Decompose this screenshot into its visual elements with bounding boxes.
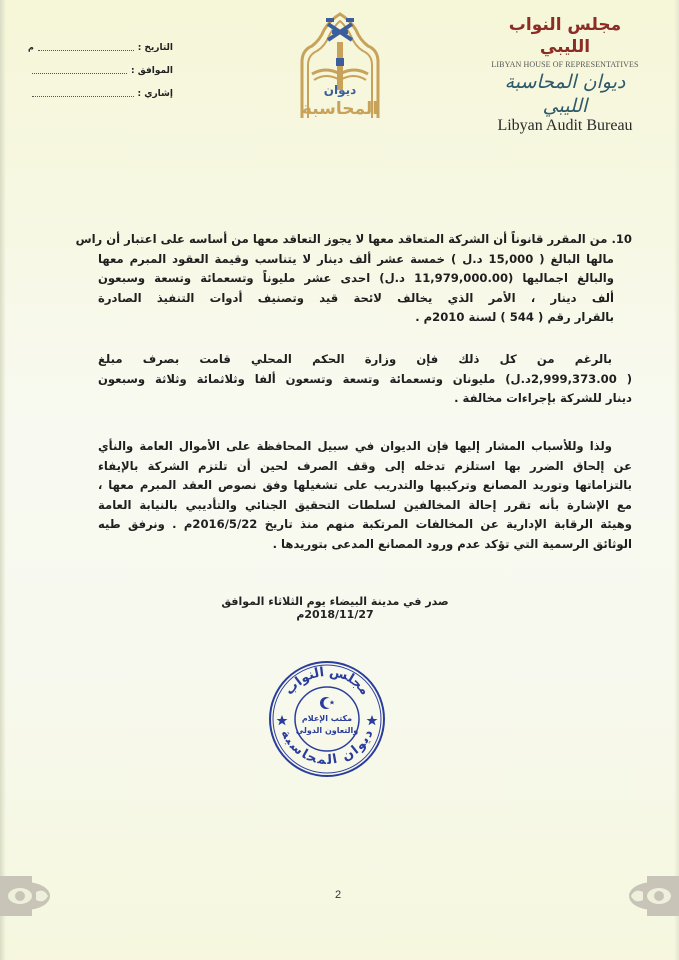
- bureau-name-english: Libyan Audit Bureau: [497, 117, 633, 134]
- paragraph1-line: مالها البالغ ( 15,000 د.ل ) خمسة عشر ألف دينار لا يتناسب وقيمة العقود المبرم معها: [98, 251, 614, 266]
- paragraph-item-10: [75, 230, 632, 328]
- issued-date-line: صدر في مدينة البيضاء يوم الثلاثاء الموافق 2018/11/27م: [221, 595, 449, 621]
- paragraph-expenditure: [98, 350, 632, 409]
- paragraph1-line: 10. من المقرر قانوناً أن الشركة المتعاقد معها لا يجوز التعاقد معها من أساسه على اعتبار أن راس: [75, 232, 632, 246]
- ornament-left-icon: [0, 870, 60, 920]
- page-edge-shadow-right: [674, 0, 679, 960]
- bureau-name-arabic: ديوان المحاسبة الليبي: [504, 71, 626, 117]
- paragraph3-line: عن إلحاق الضرر بها استلزم تدخله إلى وقف الصرف لحين أن تلتزم الشركة بالإيفاء: [98, 458, 632, 473]
- paragraph3-line: ولذا وللأسباب المشار إليها فإن الديوان في سبيل المحافظة على الأموال العامة والنأي: [98, 439, 612, 453]
- corresponding-date-field: [28, 59, 173, 82]
- org-name-english: LIBYAN HOUSE OF REPRESENTATIVES: [491, 60, 639, 69]
- paragraph-conclusion: [98, 437, 632, 554]
- paragraph3-line: بالتزاماتها وتوريد المصانع وتركيبها والتدريب على تشغيلها وفق نصوص العقد المبرم معها ،: [98, 478, 632, 492]
- org-name-arabic: مجلس النواب الليبي: [508, 15, 622, 57]
- ornament-right-icon: [619, 870, 679, 920]
- reference-number-value: [32, 90, 134, 97]
- reference-number-label: إشاري :: [137, 88, 173, 99]
- logo-text-bottom: المحاسبة: [301, 99, 379, 119]
- stamp-outer-top: مجلس النواب: [282, 664, 373, 699]
- reference-fields: [28, 36, 173, 105]
- stamp-inner-line2: والتعاون الدولي: [295, 726, 359, 735]
- date-field: [28, 36, 173, 59]
- stamp-star-right-icon: [367, 715, 378, 725]
- stamp-outer-bottom: ديوان المحاسبة: [277, 727, 377, 769]
- paragraph1-line: والبالغ اجماليها (11,979,000.00 د.ل) احدى عشر مليوناً وتسعمائة وتسعة وسبعون: [98, 271, 614, 285]
- page-number: 2: [335, 889, 342, 901]
- reference-number-field: [28, 82, 173, 105]
- logo-text-top: ديوان: [323, 83, 357, 97]
- page-edge-shadow: [0, 0, 6, 960]
- paragraph2-line: ( 2,999,373.00د.ل) مليونان وتسعمائة وتسعة وتسعون ألفا وثلاثمائة وثلاثة وسبعون: [98, 371, 632, 386]
- corresponding-date-label: الموافق :: [131, 65, 173, 76]
- paragraph1-line: بالقرار رقم ( 544 ) لسنة 2010م .: [415, 310, 614, 324]
- corresponding-date-value: [32, 67, 127, 74]
- paragraph1-line: ألف دينار ، الأمر الذي يخالف لائحة قيد وتصنيف أدوات التنفيذ الصادرة: [98, 290, 614, 305]
- logo-emblem-icon: [290, 10, 390, 120]
- date-label: التاريخ :: [137, 42, 173, 53]
- crescent-star-icon: [320, 697, 335, 709]
- svg-text:مجلس النواب: [282, 664, 372, 698]
- date-suffix: م: [28, 43, 34, 52]
- paragraph3-line: الوثائق الرسمية التي تؤكد عدم ورود المصانع المدعى بتوريدها .: [272, 536, 632, 551]
- stamp-seal-icon: [266, 658, 388, 780]
- date-value: [38, 44, 134, 51]
- official-stamp: [266, 658, 388, 780]
- stamp-inner-line1: مكتب الإعلام: [301, 714, 353, 723]
- paragraph3-line: وهيئة الرقابة الإدارية عن المخالفات المرتكبة منهم منذ تاريخ 2016/5/22م . ونرفق طيه: [98, 517, 632, 531]
- paragraph2-line: دينار للشركة بإجراءات مخالفة .: [454, 391, 632, 405]
- paragraph2-line: بالرغم من كل ذلك فإن وزارة الحكم المحلي قامت بصرف مبلغ: [98, 352, 612, 366]
- stamp-star-left-icon: [277, 715, 288, 725]
- audit-bureau-logo: [290, 10, 390, 120]
- organization-header: [485, 14, 645, 134]
- paragraph3-line: مع الإشارة بأنه تقرر إحالة المخالفين لسلطات التحقيق الجنائي والتأديبي بالنيابة العامة: [98, 497, 632, 512]
